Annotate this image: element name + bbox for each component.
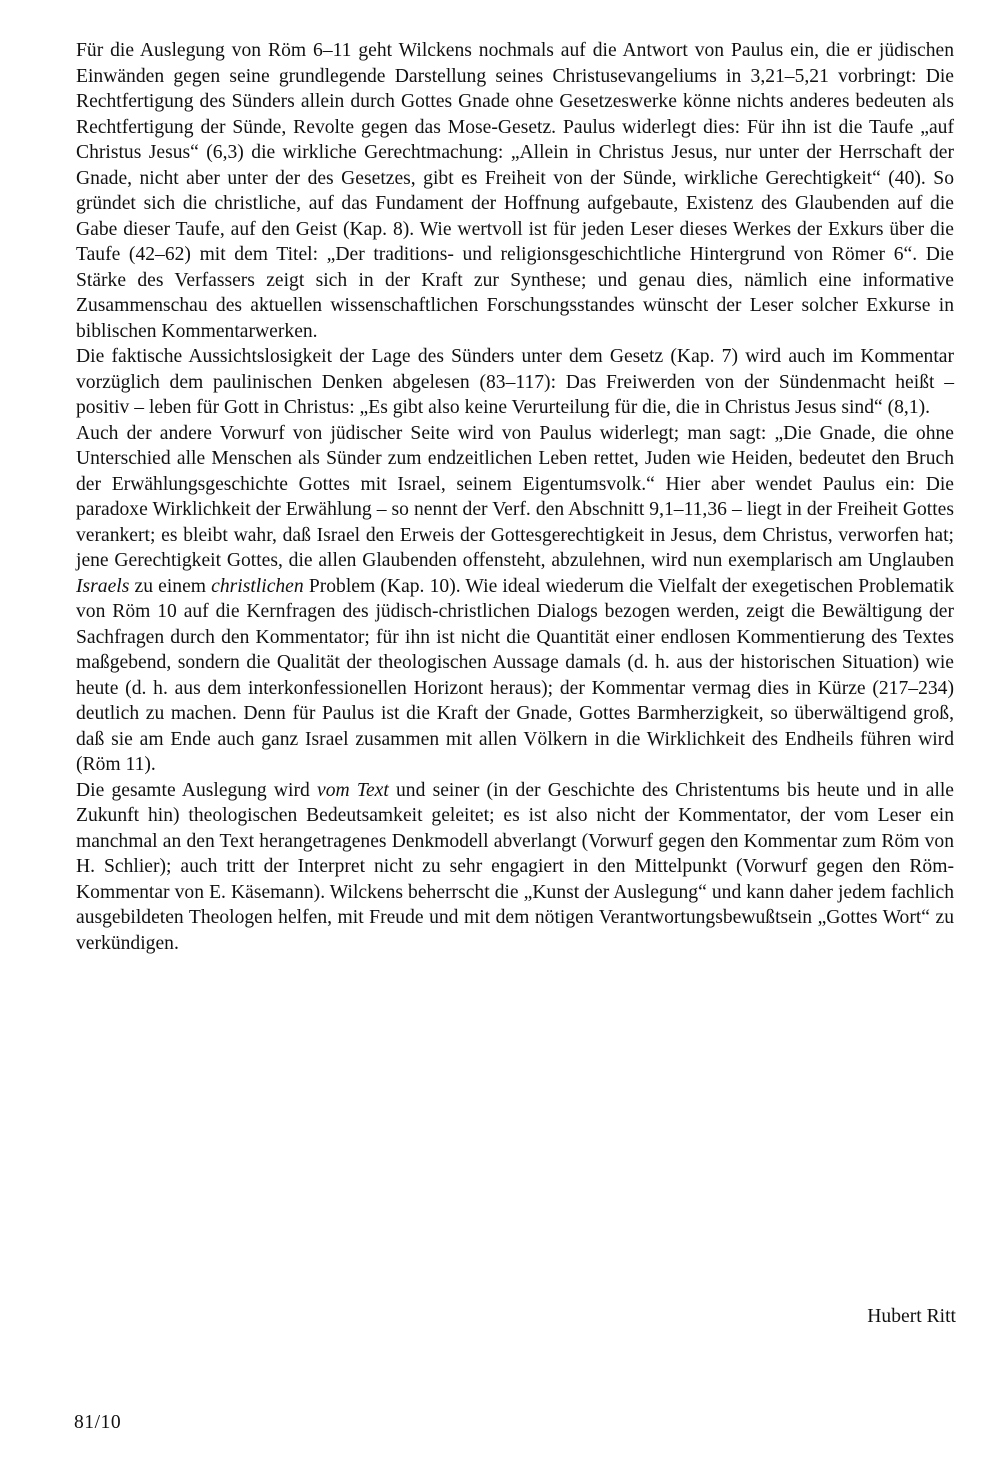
text-segment: zu einem <box>129 575 212 597</box>
text-segment: Die faktische Aussichtslosigkeit der Lage des Sünders unter dem Gesetz (Kap. 7) wird auch im Kommentar vorzüglich dem paulinischen Denken abgelesen (83–117): Das Freiwerden von der Sündenmacht heißt – positiv – leben für Gott in Christus: „Es gibt also keine Verurteilung für die, die in Christus Jesus sind“ (8,1). <box>76 346 954 418</box>
paragraph <box>76 778 954 957</box>
italic-text-segment: vom Text <box>317 779 389 801</box>
text-segment: Die gesamte Auslegung wird <box>76 779 318 801</box>
page-number: 81/10 <box>74 1412 122 1433</box>
italic-text-segment: christlichen <box>211 575 304 597</box>
text-segment: Auch der andere Vorwurf von jüdischer Seite wird von Paulus widerlegt; man sagt: „Die Gnade, die ohne Unterschied alle Menschen als Sünder zum endzeitlichen Leben rettet, Juden wie Heiden, bedeutet den Bruch der Erwählungsgeschichte Gottes mit Israel, seinem Eigentumsvolk.“ Hier aber wendet Paulus ein: Die paradoxe Wirklichkeit der Erwählung – so nennt der Verf. den Abschnitt 9,1–11,36 – liegt in der Freiheit Gottes verankert; es bleibt wahr, daß Israel den Erweis der Gottesgerechtigkeit in Jesus, dem Christus, verworfen hat; jene Gerechtigkeit Gottes, die allen Glaubenden offensteht, abzulehnen, wird nun exemplarisch am Unglauben <box>76 422 954 571</box>
text-segment: Für die Auslegung von Röm 6–11 geht Wilckens nochmals auf die Antwort von Paulus ein, die er jüdischen Einwänden gegen seine grundlegende Darstellung seines Christusevangeliums in 3,21–5,21 vorbringt: Die Rechtfertigung des Sünders allein durch Gottes Gnade ohne Gesetzeswerke könne nichts anderes bedeuten als Rechtfertigung der Sünde, Revolte gegen das Mose-Gesetz. Paulus widerlegt dies: Für ihn ist die Taufe „auf Christus Jesus“ (6,3) die wirkliche Gerechtmachung: „Allein in Christus Jesus, nur unter der Herrschaft der Gnade, nicht aber unter der des Gesetzes, gibt es Freiheit von der Sünde, wirkliche Gerechtigkeit“ (40). So gründet sich die christliche, auf das Fundament der Hoffnung aufgebaute, Existenz des Glaubenden auf die Gabe dieser Taufe, auf den Geist (Kap. 8). Wie wertvoll ist für jeden Leser dieses Werkes der Exkurs über die Taufe (42–62) mit dem Titel: „Der traditions- und religionsgeschichtliche Hintergrund von Römer 6“. Die Stärke des Verfassers zeigt sich in der Kraft zur Synthese; und genau dies, nämlich eine informative Zusammenschau des aktuellen wissenschaftlichen Forschungsstandes wünscht der Leser solcher Exkurse in biblischen Kommentarwerken. <box>76 40 954 342</box>
paragraph <box>76 421 954 778</box>
review-body <box>76 38 954 956</box>
italic-text-segment: Israels <box>76 575 130 597</box>
text-segment: Problem (Kap. 10). Wie ideal wiederum die Vielfalt der exegetischen Problematik von Röm 10 auf die Kernfragen des jüdisch-christlichen Dialogs bezogen werden, zeigt die Bewältigung der Sachfragen durch den Kommentator; für ihn ist nicht die Quantität einer endlosen Kommentierung des Textes maßgebend, sondern die Qualität der theologischen Aussage damals (d. h. aus der historischen Situation) wie heute (d. h. aus dem interkonfessionellen Horizont heraus); der Kommentar vermag dies in Kürze (217–234) deutlich zu machen. Denn für Paulus ist die Kraft der Gnade, Gottes Barmherzigkeit, so überwältigend groß, daß sie am Ende auch ganz Israel zusammen mit allen Völkern in die Wirklichkeit des Endheils führen wird (Röm 11). <box>76 575 954 775</box>
paragraph <box>76 38 954 344</box>
text-segment: und seiner (in der Geschichte des Christentums bis heute und in alle Zukunft hin) theologischen Bedeutsamkeit geleitet; es ist also nicht der Kommentator, der vom Leser ein manchmal an den Text herangetragenes Denkmodell abverlangt (Vorwurf gegen den Kommentar zum Röm von H. Schlier); auch tritt der Interpret nicht zu sehr engagiert in den Mittelpunkt (Vorwurf gegen den Röm-Kommentar von E. Käsemann). Wilckens beherrscht die „Kunst der Auslegung“ und kann daher jedem fachlich ausgebildeten Theologen helfen, mit Freude und mit dem nötigen Verantwortungsbewußtsein „Gottes Wort“ zu verkündigen. <box>76 779 954 954</box>
author-signature: Hubert Ritt <box>867 1306 956 1327</box>
paragraph <box>76 344 954 421</box>
